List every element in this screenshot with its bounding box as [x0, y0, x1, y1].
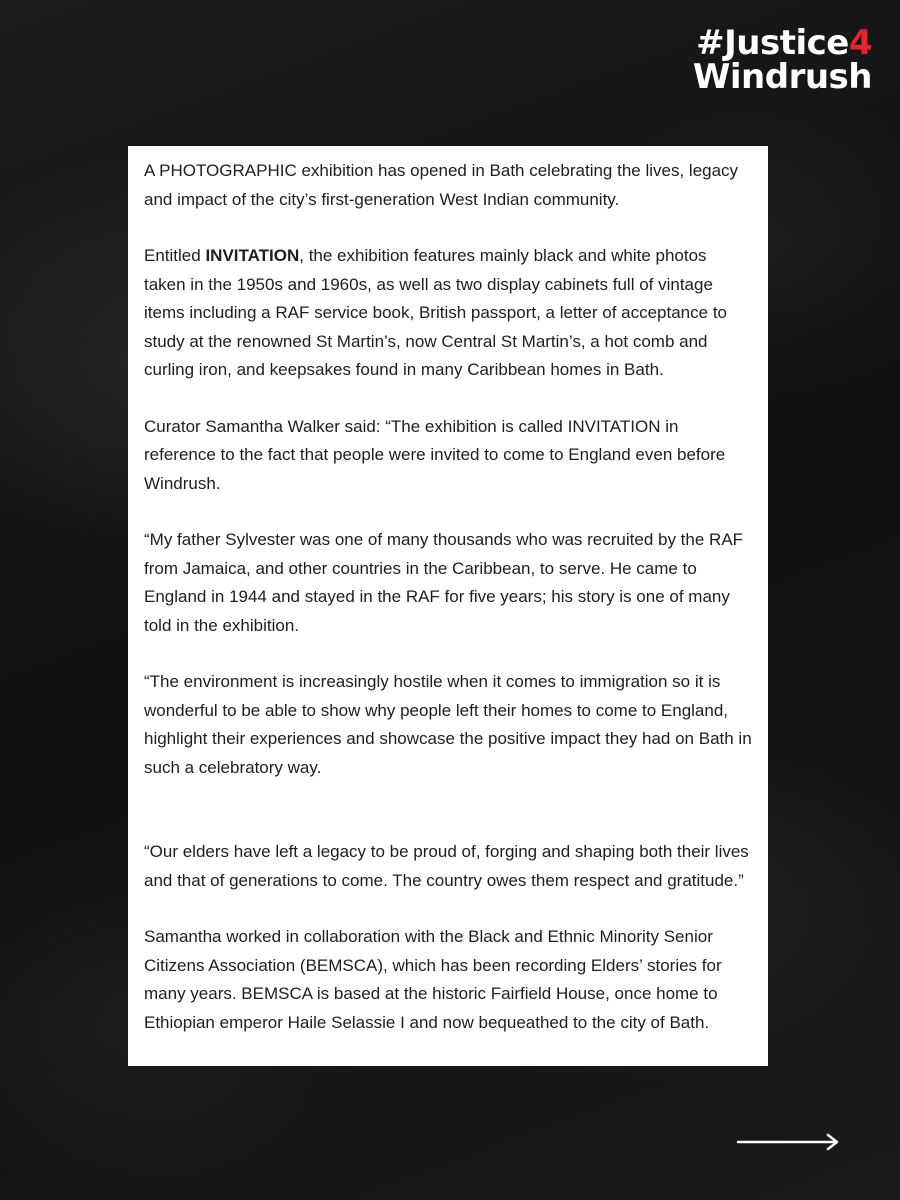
paragraph-environment: “The environment is increasingly hostile when it comes to immigration so it is wonderful to be able to show why people left their homes to come to England, highlight their experiences and showcase the positive impact they had on Bath in such a celebratory way.: [144, 672, 752, 777]
brand-logo: [692, 23, 872, 97]
exhibition-name: INVITATION: [205, 246, 300, 265]
brand-line-1: [693, 23, 872, 63]
paragraph-elders: “Our elders have left a legacy to be proud of, forging and shaping both their lives and that of generations to come. The country owes them respect and gratitude.”: [144, 842, 749, 890]
arrow-right-icon[interactable]: [736, 1132, 842, 1152]
paragraph-title-after: , the exhibition features mainly black and white photos taken in the 1950s and 1960s, as well as two display cabinets full of vintage items including a RAF service book, British passport, a letter of acceptance to study at the renowned St Martin’s, now Central St Martin’s, a hot comb and curling iron, and keepsakes found in many Caribbean homes in Bath.: [144, 246, 727, 379]
paragraph-title-before: Entitled: [144, 246, 206, 265]
paragraph-father: “My father Sylvester was one of many thousands who was recruited by the RAF from Jamaica, and other countries in the Caribbean, to serve. He came to England in 1944 and stayed in the RAF for five years; his story is one of many told in the exhibition.: [144, 530, 744, 635]
paragraph-bemsca: Samantha worked in collaboration with the Black and Ethnic Minority Senior Citizens Association (BEMSCA), which has been recording Elders’ stories for many years. BEMSCA is based at the historic Fairfield House, once home to Ethiopian emperor Haile Selassie I and now bequeathed to the city of Bath.: [144, 927, 722, 1032]
brand-hashtag: #Justice: [696, 23, 849, 63]
article-card: [128, 146, 768, 1066]
brand-number: 4: [848, 23, 872, 63]
paragraph-title: [144, 242, 752, 385]
paragraph-intro: A PHOTOGRAPHIC exhibition has opened in Bath celebrating the lives, legacy and impact of the city’s first-generation West Indian community.: [144, 161, 739, 209]
paragraph-curator: Curator Samantha Walker said: “The exhibition is called INVITATION in reference to the fact that people were invited to come to England even before Windrush.: [144, 416, 726, 493]
brand-line-2: Windrush: [692, 57, 872, 97]
